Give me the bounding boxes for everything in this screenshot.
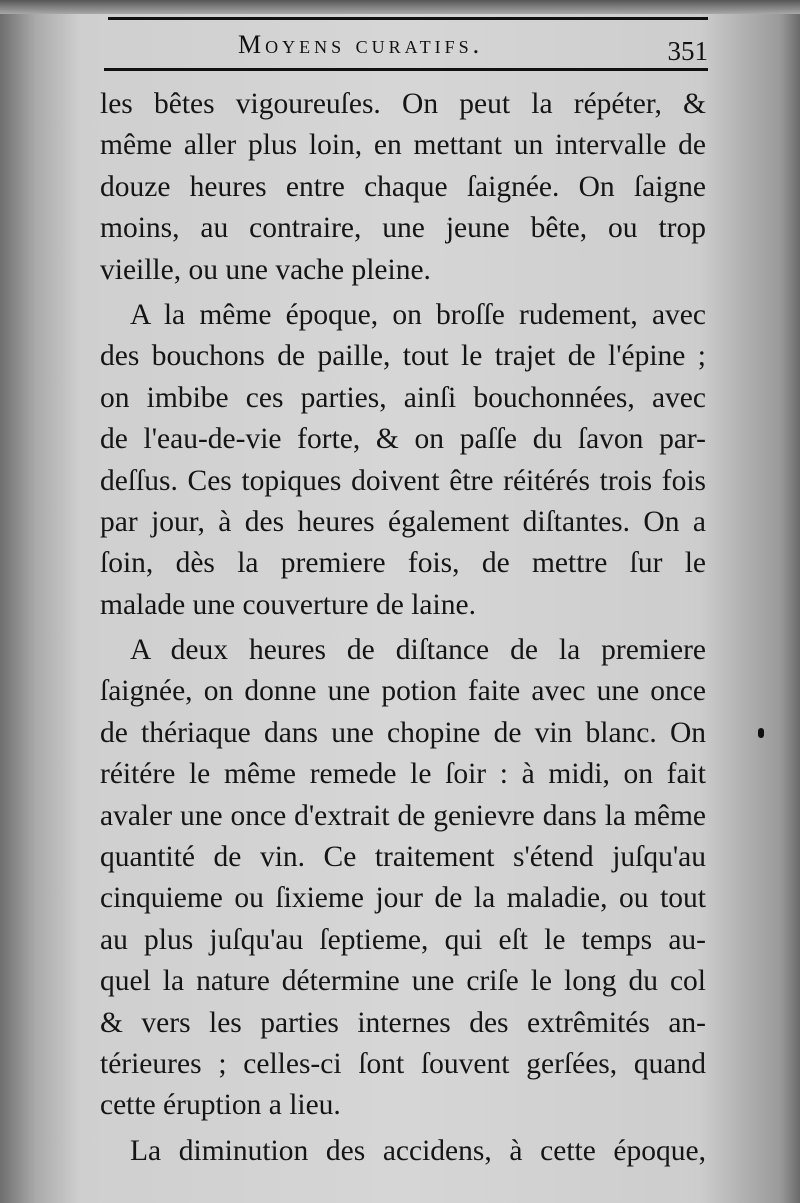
text-line: même aller plus loin, en mettant un intervalle de <box>100 129 706 162</box>
text-line: douze heures entre chaque ſaignée. On ſaigne <box>100 170 706 203</box>
text-line: au plus juſqu'au ſeptieme, qui eſt le temps au- <box>100 923 706 956</box>
paragraph <box>100 1131 706 1172</box>
text-line: réitére le même remede le ſoir : à midi, on fait <box>100 758 706 791</box>
text-line: des bouchons de paille, tout le trajet de l'épine ; <box>100 340 706 373</box>
text-line: ſaignée, on donne une potion faite avec une once <box>100 675 706 708</box>
text-line: & vers les parties internes des extrêmités an- <box>100 1006 706 1039</box>
body-text <box>100 84 706 1172</box>
text-line: malade une couverture de laine. <box>100 588 476 621</box>
ink-mark <box>758 728 764 738</box>
page-header <box>108 26 708 66</box>
text-line: on imbibe ces parties, ainſi bouchonnées, avec <box>100 381 706 414</box>
text-line: quel la nature détermine une criſe le long du col <box>100 965 706 998</box>
text-line: A la même époque, on broſſe rudement, avec <box>130 298 706 331</box>
text-line: cette éruption a lieu. <box>100 1089 341 1122</box>
text-line: cinquieme ou ſixieme jour de la maladie, ou tout <box>100 882 706 915</box>
text-line: par jour, à des heures également diſtantes. On a <box>100 505 706 538</box>
header-rule-top <box>108 17 708 20</box>
text-line: de thériaque dans une chopine de vin blanc. On <box>100 716 706 749</box>
text-line: quantité de vin. Ce traitement s'étend juſqu'au <box>100 841 706 874</box>
paragraph <box>100 84 706 291</box>
paragraph <box>100 630 706 1127</box>
text-line: deſſus. Ces topiques doivent être réitérés trois fois <box>100 464 706 497</box>
text-line: moins, au contraire, une jeune bête, ou trop <box>100 212 706 245</box>
paragraph <box>100 295 706 626</box>
text-line: A deux heures de diſtance de la premiere <box>130 634 706 667</box>
text-line: vieille, ou une vache pleine. <box>100 253 431 286</box>
text-line: de l'eau-de-vie forte, & on paſſe du ſavon par- <box>100 423 706 456</box>
text-line: La diminution des accidens, à cette époque, <box>130 1134 706 1167</box>
page-number: 351 <box>667 36 708 66</box>
text-line: ſoin, dès la premiere fois, de mettre ſur le <box>100 547 706 580</box>
running-head: Moyens curatifs. <box>238 30 484 59</box>
text-line: avaler une once d'extrait de genievre dans la même <box>100 799 706 832</box>
text-line: les bêtes vigoureuſes. On peut la répéter, & <box>100 88 706 120</box>
header-rule-bottom <box>104 68 708 71</box>
text-line: térieures ; celles-ci ſont ſouvent gerſées, quand <box>100 1047 706 1080</box>
